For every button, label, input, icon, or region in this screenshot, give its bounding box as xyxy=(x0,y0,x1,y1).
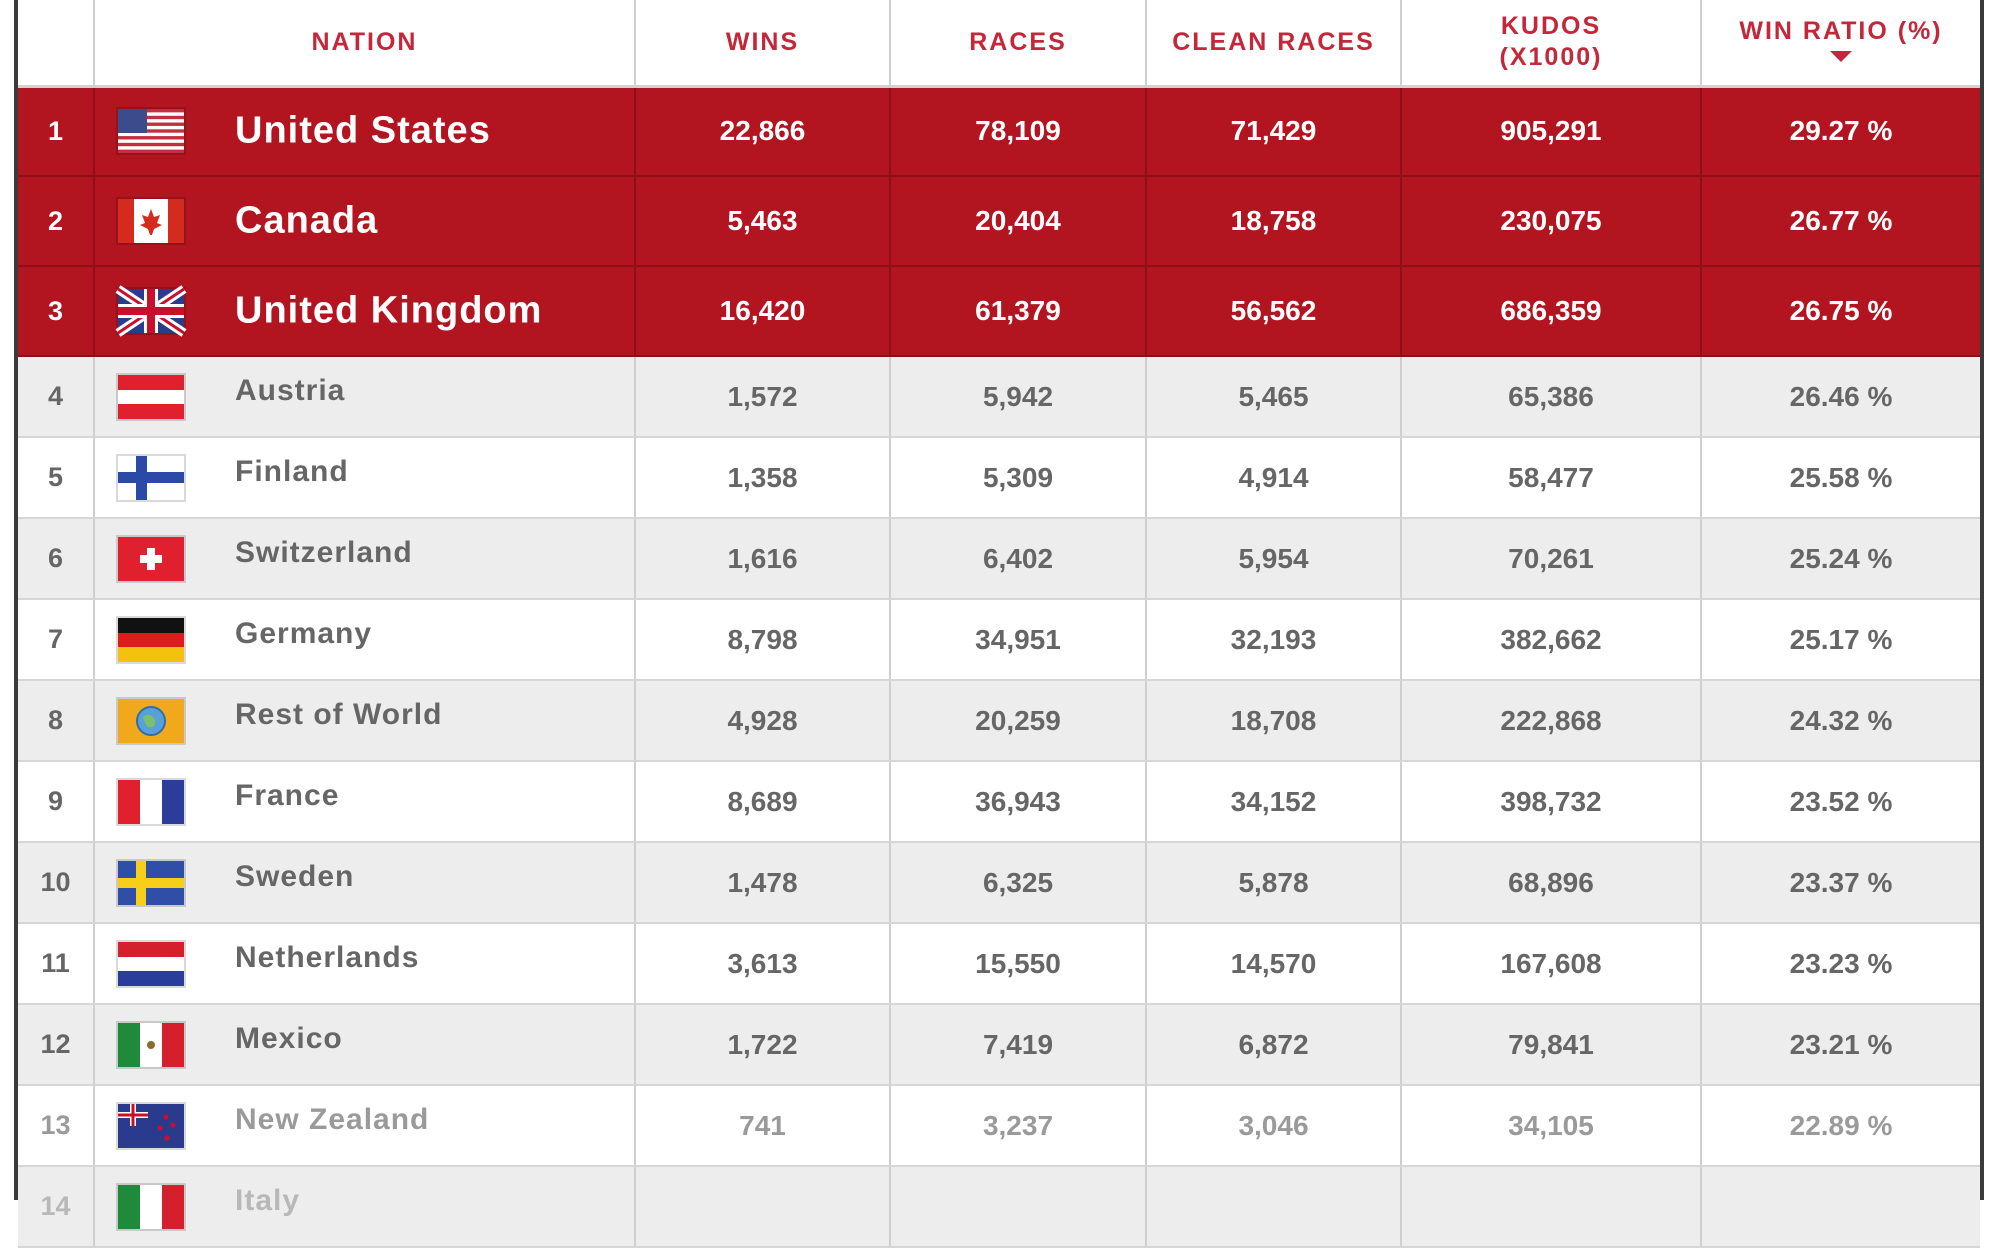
table-row[interactable] xyxy=(18,680,1980,761)
nation-cell xyxy=(94,842,635,923)
nation-name: Italy xyxy=(235,1183,301,1217)
races-cell: 7,419 xyxy=(890,1004,1146,1085)
table-header-row xyxy=(18,0,1980,86)
nation-name: United Kingdom xyxy=(235,289,543,332)
flag-new-zealand-icon xyxy=(118,1104,184,1148)
win-ratio-cell: 24.32 % xyxy=(1701,680,1980,761)
rank-cell: 4 xyxy=(18,356,94,437)
races-cell xyxy=(890,1166,1146,1247)
table-row[interactable] xyxy=(18,176,1980,266)
win-ratio-cell: 25.17 % xyxy=(1701,599,1980,680)
flag-usa-icon xyxy=(118,109,184,153)
kudos-cell: 905,291 xyxy=(1401,86,1701,176)
nation-name: New Zealand xyxy=(235,1102,430,1136)
nation-cell xyxy=(94,1166,635,1247)
nation-name: Germany xyxy=(235,616,373,650)
table-row[interactable] xyxy=(18,842,1980,923)
clean-races-cell: 56,562 xyxy=(1146,266,1401,356)
wins-cell: 741 xyxy=(635,1085,890,1166)
clean-races-cell: 6,872 xyxy=(1146,1004,1401,1085)
table-row[interactable] xyxy=(18,266,1980,356)
nation-cell xyxy=(94,680,635,761)
win-ratio-cell: 25.58 % xyxy=(1701,437,1980,518)
clean-races-cell: 5,465 xyxy=(1146,356,1401,437)
nation-name: United States xyxy=(235,109,491,152)
table-row[interactable] xyxy=(18,518,1980,599)
header-races[interactable]: RACES xyxy=(890,0,1146,86)
table-row[interactable] xyxy=(18,1004,1980,1085)
flag-italy-icon xyxy=(118,1185,184,1229)
rankings-table-frame xyxy=(14,0,1984,1221)
races-cell: 3,237 xyxy=(890,1085,1146,1166)
rank-cell: 8 xyxy=(18,680,94,761)
wins-cell: 8,798 xyxy=(635,599,890,680)
wins-cell: 1,478 xyxy=(635,842,890,923)
table-row[interactable] xyxy=(18,86,1980,176)
nation-cell xyxy=(94,599,635,680)
table-row[interactable] xyxy=(18,761,1980,842)
nation-cell xyxy=(94,1085,635,1166)
kudos-cell: 68,896 xyxy=(1401,842,1701,923)
nation-name: Finland xyxy=(235,454,349,488)
races-cell: 15,550 xyxy=(890,923,1146,1004)
nation-name: Canada xyxy=(235,199,379,242)
wins-cell xyxy=(635,1166,890,1247)
kudos-cell: 230,075 xyxy=(1401,176,1701,266)
win-ratio-cell: 23.37 % xyxy=(1701,842,1980,923)
header-nation[interactable]: NATION xyxy=(94,0,635,86)
rank-cell: 7 xyxy=(18,599,94,680)
races-cell: 6,402 xyxy=(890,518,1146,599)
nation-name: Austria xyxy=(235,373,346,407)
clean-races-cell: 5,954 xyxy=(1146,518,1401,599)
nation-name: Netherlands xyxy=(235,940,420,974)
kudos-cell: 167,608 xyxy=(1401,923,1701,1004)
table-row[interactable] xyxy=(18,437,1980,518)
win-ratio-cell: 23.52 % xyxy=(1701,761,1980,842)
kudos-cell: 34,105 xyxy=(1401,1085,1701,1166)
table-row[interactable] xyxy=(18,923,1980,1004)
kudos-cell: 398,732 xyxy=(1401,761,1701,842)
flag-sweden-icon xyxy=(118,861,184,905)
nation-name: Mexico xyxy=(235,1021,343,1055)
rank-cell: 11 xyxy=(18,923,94,1004)
table-row[interactable] xyxy=(18,1085,1980,1166)
header-win-ratio[interactable] xyxy=(1701,0,1980,86)
wins-cell: 3,613 xyxy=(635,923,890,1004)
nation-name: Sweden xyxy=(235,859,355,893)
win-ratio-cell: 23.23 % xyxy=(1701,923,1980,1004)
flag-mexico-icon xyxy=(118,1023,184,1067)
races-cell: 34,951 xyxy=(890,599,1146,680)
win-ratio-cell: 22.89 % xyxy=(1701,1085,1980,1166)
nation-cell xyxy=(94,1004,635,1085)
rank-cell: 12 xyxy=(18,1004,94,1085)
win-ratio-cell: 26.46 % xyxy=(1701,356,1980,437)
races-cell: 36,943 xyxy=(890,761,1146,842)
flag-germany-icon xyxy=(118,618,184,662)
win-ratio-cell: 29.27 % xyxy=(1701,86,1980,176)
nation-cell xyxy=(94,518,635,599)
wins-cell: 1,616 xyxy=(635,518,890,599)
clean-races-cell: 14,570 xyxy=(1146,923,1401,1004)
wins-cell: 1,572 xyxy=(635,356,890,437)
nation-cell xyxy=(94,761,635,842)
nation-rankings-table xyxy=(18,0,1980,1248)
wins-cell: 16,420 xyxy=(635,266,890,356)
clean-races-cell xyxy=(1146,1166,1401,1247)
flag-switzerland-icon xyxy=(118,537,184,581)
win-ratio-cell: 25.24 % xyxy=(1701,518,1980,599)
flag-finland-icon xyxy=(118,456,184,500)
win-ratio-cell: 23.21 % xyxy=(1701,1004,1980,1085)
win-ratio-cell: 26.77 % xyxy=(1701,176,1980,266)
nation-cell xyxy=(94,266,635,356)
flag-world-icon xyxy=(118,699,184,743)
rank-cell: 6 xyxy=(18,518,94,599)
table-row[interactable] xyxy=(18,1166,1980,1247)
wins-cell: 4,928 xyxy=(635,680,890,761)
win-ratio-cell: 26.75 % xyxy=(1701,266,1980,356)
flag-france-icon xyxy=(118,780,184,824)
races-cell: 20,259 xyxy=(890,680,1146,761)
races-cell: 5,309 xyxy=(890,437,1146,518)
rank-cell: 10 xyxy=(18,842,94,923)
clean-races-cell: 32,193 xyxy=(1146,599,1401,680)
rank-cell: 1 xyxy=(18,86,94,176)
nation-cell xyxy=(94,437,635,518)
races-cell: 5,942 xyxy=(890,356,1146,437)
wins-cell: 1,722 xyxy=(635,1004,890,1085)
flag-uk-icon xyxy=(118,289,184,333)
wins-cell: 5,463 xyxy=(635,176,890,266)
rank-cell: 2 xyxy=(18,176,94,266)
nation-cell xyxy=(94,176,635,266)
flag-netherlands-icon xyxy=(118,942,184,986)
rank-cell: 14 xyxy=(18,1166,94,1247)
table-row[interactable] xyxy=(18,356,1980,437)
header-kudos-label: KUDOS (X1000) xyxy=(1499,12,1603,72)
rank-cell: 5 xyxy=(18,437,94,518)
flag-austria-icon xyxy=(118,375,184,419)
wins-cell: 1,358 xyxy=(635,437,890,518)
flag-canada-icon xyxy=(118,199,184,243)
kudos-cell: 58,477 xyxy=(1401,437,1701,518)
header-wins[interactable]: WINS xyxy=(635,0,890,86)
win-ratio-cell xyxy=(1701,1166,1980,1247)
kudos-cell xyxy=(1401,1166,1701,1247)
races-cell: 61,379 xyxy=(890,266,1146,356)
table-row[interactable] xyxy=(18,599,1980,680)
races-cell: 6,325 xyxy=(890,842,1146,923)
kudos-cell: 222,868 xyxy=(1401,680,1701,761)
clean-races-cell: 4,914 xyxy=(1146,437,1401,518)
header-win-ratio-label: WIN RATIO (%) xyxy=(1739,17,1943,46)
clean-races-cell: 18,708 xyxy=(1146,680,1401,761)
kudos-cell: 70,261 xyxy=(1401,518,1701,599)
nation-name: Switzerland xyxy=(235,535,413,569)
clean-races-cell: 71,429 xyxy=(1146,86,1401,176)
kudos-cell: 65,386 xyxy=(1401,356,1701,437)
header-rank xyxy=(18,0,94,86)
nation-cell xyxy=(94,86,635,176)
sort-descending-icon xyxy=(1830,51,1852,62)
races-cell: 78,109 xyxy=(890,86,1146,176)
nation-cell xyxy=(94,356,635,437)
wins-cell: 22,866 xyxy=(635,86,890,176)
rank-cell: 3 xyxy=(18,266,94,356)
header-kudos[interactable] xyxy=(1401,0,1701,86)
kudos-cell: 79,841 xyxy=(1401,1004,1701,1085)
nation-name: Rest of World xyxy=(235,697,443,731)
kudos-cell: 686,359 xyxy=(1401,266,1701,356)
clean-races-cell: 34,152 xyxy=(1146,761,1401,842)
rank-cell: 13 xyxy=(18,1085,94,1166)
races-cell: 20,404 xyxy=(890,176,1146,266)
header-clean-races[interactable]: CLEAN RACES xyxy=(1146,0,1401,86)
wins-cell: 8,689 xyxy=(635,761,890,842)
rank-cell: 9 xyxy=(18,761,94,842)
nation-name: France xyxy=(235,778,340,812)
clean-races-cell: 5,878 xyxy=(1146,842,1401,923)
kudos-cell: 382,662 xyxy=(1401,599,1701,680)
clean-races-cell: 3,046 xyxy=(1146,1085,1401,1166)
clean-races-cell: 18,758 xyxy=(1146,176,1401,266)
nation-cell xyxy=(94,923,635,1004)
